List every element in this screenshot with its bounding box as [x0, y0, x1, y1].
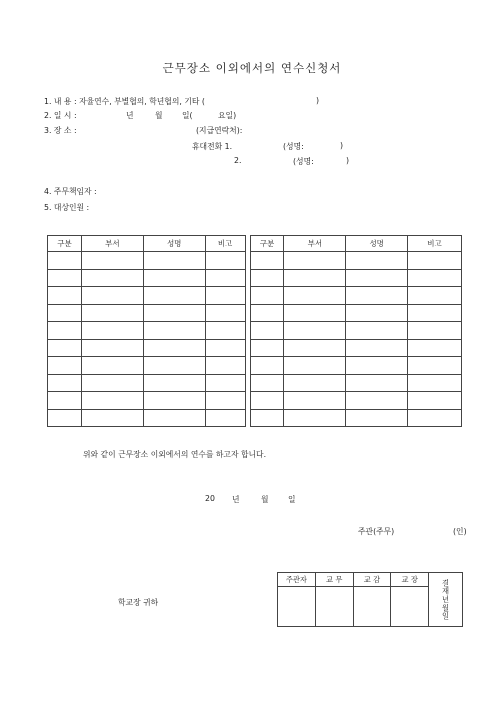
table-cell[interactable] [250, 287, 284, 305]
col-header-category: 구분 [48, 236, 82, 252]
table-cell[interactable] [346, 252, 408, 270]
table-cell[interactable] [346, 374, 408, 392]
approval-table [277, 572, 463, 627]
table-cell[interactable] [408, 409, 462, 427]
table-cell[interactable] [143, 409, 205, 427]
table-cell[interactable] [143, 357, 205, 375]
table-cell[interactable] [250, 392, 284, 410]
table-cell[interactable] [48, 322, 82, 340]
table-cell[interactable] [81, 374, 143, 392]
col-header-note: 비고 [205, 236, 245, 252]
approval-header-supervisor: 주관자 [278, 573, 316, 587]
table-cell[interactable] [205, 392, 245, 410]
table-row [48, 322, 462, 340]
table-cell[interactable] [205, 287, 245, 305]
content-value: 자율연수, 부별협의, 학년협의, 기타 ( [79, 97, 205, 106]
date-day: 일( [182, 111, 193, 120]
statement-text: 위와 같이 근무장소 이외에서의 연수를 하고자 합니다. [83, 450, 267, 459]
col-header-note-2: 비고 [408, 236, 462, 252]
table-cell[interactable] [284, 304, 346, 322]
table-cell[interactable] [346, 322, 408, 340]
table-cell[interactable] [205, 409, 245, 427]
signer-label: 주관(주무) [358, 527, 395, 536]
table-cell[interactable] [205, 339, 245, 357]
table-cell[interactable] [81, 322, 143, 340]
table-cell[interactable] [205, 269, 245, 287]
table-cell[interactable] [143, 339, 205, 357]
table-cell[interactable] [48, 304, 82, 322]
table-cell[interactable] [250, 409, 284, 427]
table-cell[interactable] [408, 304, 462, 322]
content-close: ) [316, 96, 320, 105]
table-row [48, 304, 462, 322]
table-row [48, 409, 462, 427]
table-cell[interactable] [81, 357, 143, 375]
approval-sign-vice-principal[interactable] [353, 587, 391, 627]
table-cell[interactable] [143, 322, 205, 340]
table-cell[interactable] [284, 374, 346, 392]
table-cell[interactable] [284, 339, 346, 357]
seal-mark: (인) [453, 527, 467, 536]
table-cell[interactable] [284, 322, 346, 340]
phone-name-1: (성명: [283, 142, 304, 151]
phone-label-1: 휴대전화 1. [192, 142, 233, 151]
date-weekday: 요일) [218, 111, 237, 120]
table-cell[interactable] [346, 287, 408, 305]
table-cell[interactable] [48, 409, 82, 427]
table-cell[interactable] [205, 252, 245, 270]
date-month-unit: 월 [261, 495, 269, 504]
table-cell[interactable] [205, 374, 245, 392]
approval-sign-supervisor[interactable] [278, 587, 316, 627]
table-cell[interactable] [48, 392, 82, 410]
col-header-category-2: 구분 [250, 236, 284, 252]
col-header-department: 부서 [81, 236, 143, 252]
table-cell[interactable] [81, 409, 143, 427]
table-row [48, 392, 462, 410]
table-cell[interactable] [408, 322, 462, 340]
place-label: 3. 장 소 : [44, 126, 77, 135]
table-row [48, 269, 462, 287]
table-cell[interactable] [143, 287, 205, 305]
table-row [48, 252, 462, 270]
table-cell[interactable] [143, 269, 205, 287]
table-cell[interactable] [346, 339, 408, 357]
table-cell[interactable] [205, 304, 245, 322]
table-cell[interactable] [408, 392, 462, 410]
content-label: 1. 내 용 : [44, 97, 77, 106]
table-cell[interactable] [346, 269, 408, 287]
table-cell[interactable] [81, 339, 143, 357]
table-cell[interactable] [81, 392, 143, 410]
approval-header-academic: 교 무 [315, 573, 353, 587]
manager-label: 4. 주무책임자 : [44, 187, 97, 196]
table-cell[interactable] [48, 287, 82, 305]
table-cell[interactable] [408, 252, 462, 270]
date-label: 2. 일 시 : [44, 111, 77, 120]
approval-sign-principal[interactable] [391, 587, 429, 627]
table-cell[interactable] [143, 252, 205, 270]
content-line [44, 96, 205, 107]
table-cell[interactable] [284, 357, 346, 375]
table-cell[interactable] [48, 252, 82, 270]
table-cell[interactable] [284, 409, 346, 427]
table-cell[interactable] [284, 252, 346, 270]
table-row [48, 374, 462, 392]
table-cell[interactable] [346, 357, 408, 375]
table-cell[interactable] [408, 287, 462, 305]
phone-name-2: (성명: [293, 157, 314, 166]
table-cell[interactable] [346, 409, 408, 427]
table-cell[interactable] [346, 304, 408, 322]
table-cell[interactable] [81, 287, 143, 305]
table-cell[interactable] [284, 392, 346, 410]
approval-header-vice-principal: 교 감 [353, 573, 391, 587]
table-cell[interactable] [143, 374, 205, 392]
approval-date-cell [429, 573, 463, 627]
table-cell[interactable] [250, 357, 284, 375]
table-row [48, 357, 462, 375]
table-cell[interactable] [143, 304, 205, 322]
approval-sign-academic[interactable] [315, 587, 353, 627]
table-cell[interactable] [284, 287, 346, 305]
table-cell[interactable] [250, 374, 284, 392]
addressee: 학교장 귀하 [118, 598, 159, 607]
date-month: 월 [155, 111, 163, 120]
date-year-prefix: 20 [205, 494, 215, 503]
participant-table [47, 235, 462, 427]
date-year: 년 [126, 111, 134, 120]
emergency-contact-label: (지급연락처): [196, 126, 243, 135]
date-day-unit: 일 [288, 495, 296, 504]
table-cell[interactable] [250, 339, 284, 357]
date-year-unit: 년 [232, 495, 240, 504]
phone-close-2: ) [346, 156, 350, 165]
table-cell[interactable] [205, 357, 245, 375]
table-cell[interactable] [143, 392, 205, 410]
table-cell[interactable] [408, 357, 462, 375]
approval-date-label: 결재년월일 [441, 578, 451, 621]
table-cell[interactable] [346, 392, 408, 410]
table-header-row [48, 236, 462, 252]
table-cell[interactable] [250, 322, 284, 340]
table-cell[interactable] [48, 339, 82, 357]
table-row [48, 287, 462, 305]
col-header-name-2: 성명 [346, 236, 408, 252]
table-cell[interactable] [250, 269, 284, 287]
table-cell[interactable] [48, 374, 82, 392]
table-cell[interactable] [81, 269, 143, 287]
targets-label: 5. 대상인원 : [44, 203, 90, 212]
table-cell[interactable] [408, 374, 462, 392]
table-cell[interactable] [408, 269, 462, 287]
table-row [48, 339, 462, 357]
table-cell[interactable] [250, 252, 284, 270]
table-cell[interactable] [48, 357, 82, 375]
col-header-department-2: 부서 [284, 236, 346, 252]
table-cell[interactable] [81, 304, 143, 322]
table-cell[interactable] [250, 304, 284, 322]
table-cell[interactable] [205, 322, 245, 340]
table-cell[interactable] [81, 252, 143, 270]
col-header-name: 성명 [143, 236, 205, 252]
approval-header-principal: 교 장 [391, 573, 429, 587]
table-cell[interactable] [48, 269, 82, 287]
form-title: 근무장소 이외에서의 연수신청서 [162, 61, 342, 75]
phone-close-1: ) [340, 141, 344, 150]
phone-label-2: 2. [234, 156, 242, 165]
table-cell[interactable] [284, 269, 346, 287]
table-cell[interactable] [408, 339, 462, 357]
